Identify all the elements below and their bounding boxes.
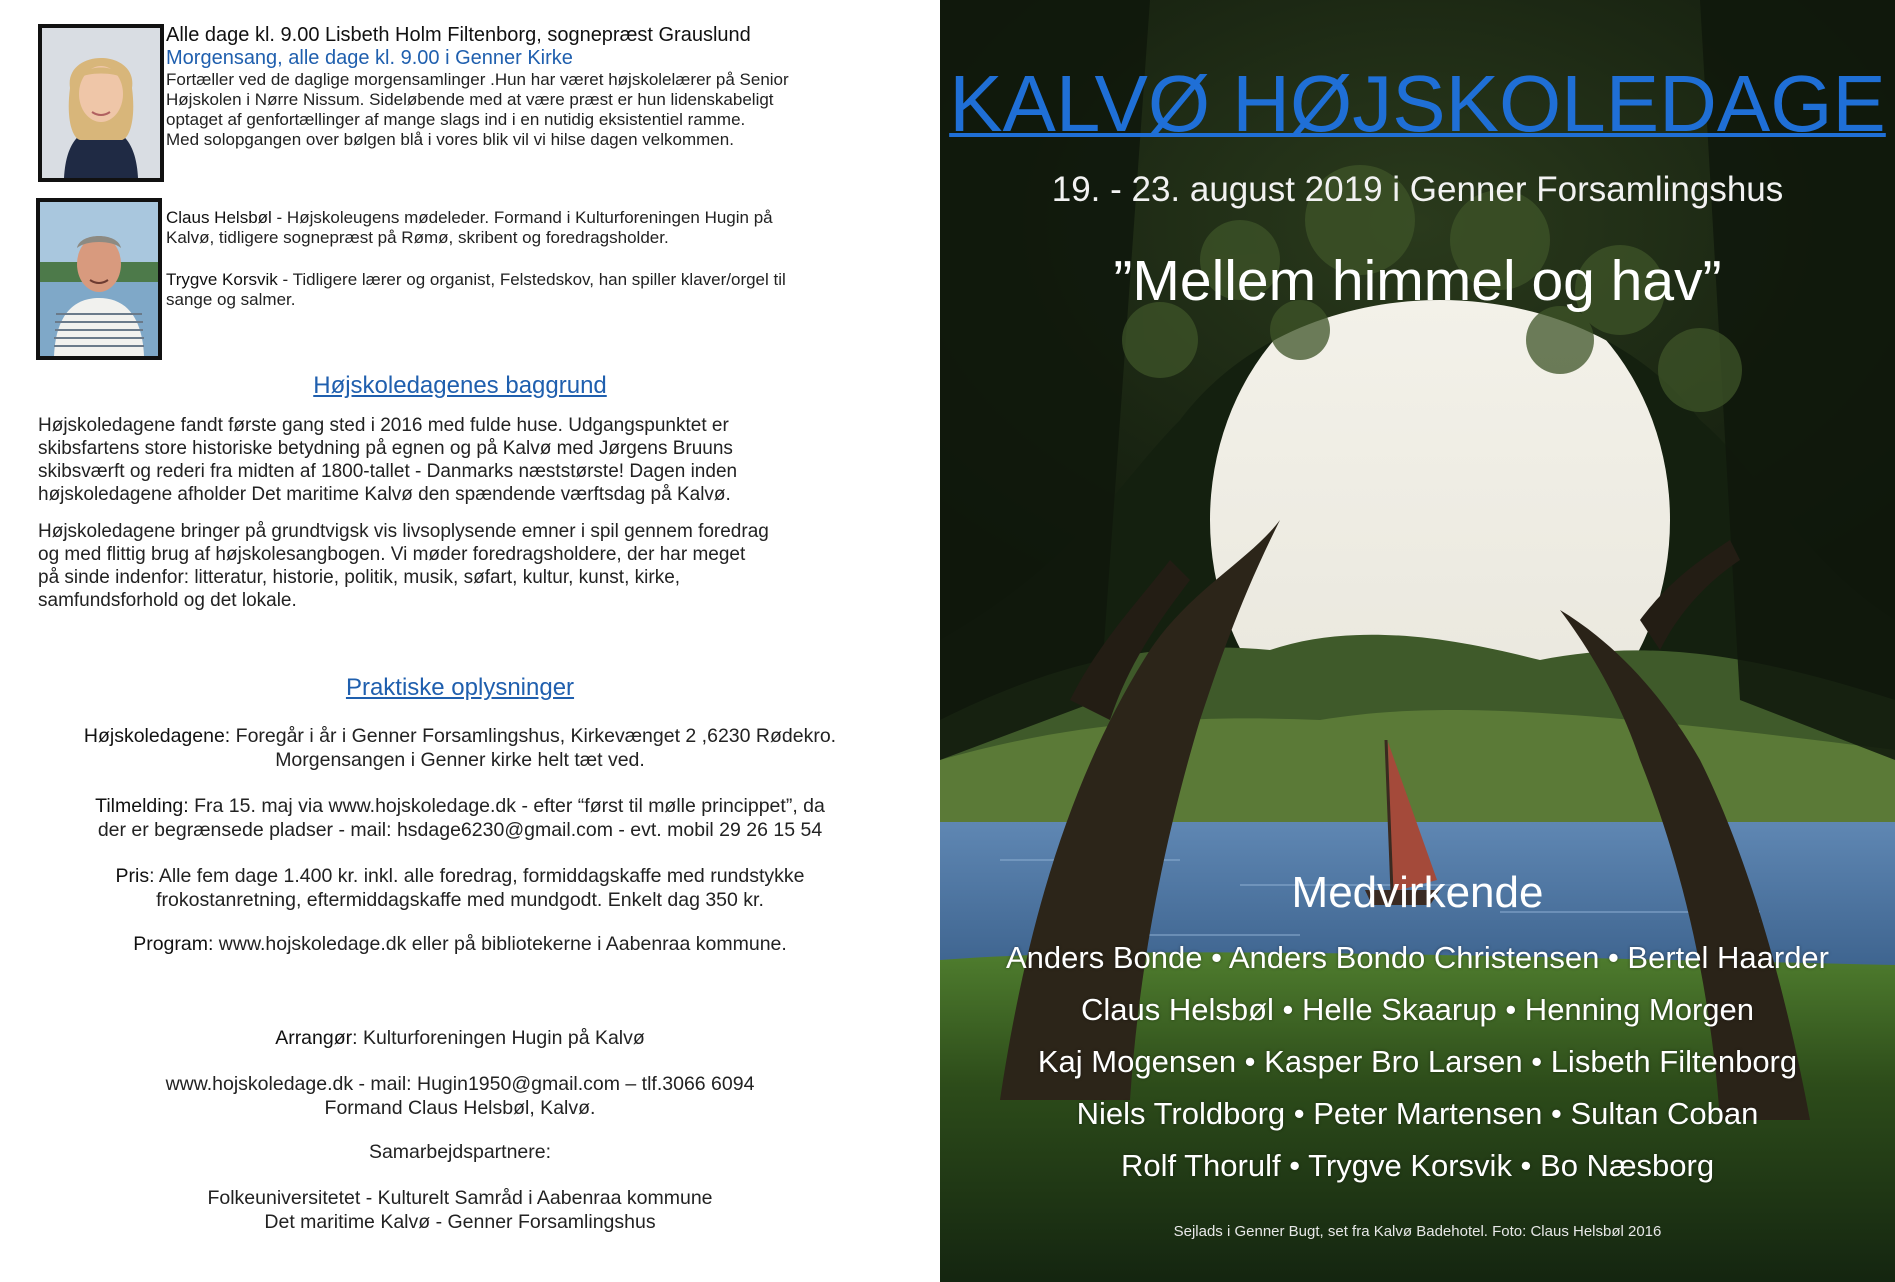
contributor-line: Anders Bonde • Anders Bondo Christensen • Bertel Haarder xyxy=(1005,940,1829,975)
partners-line-2: Det maritime Kalvø - Genner Forsamlingshus xyxy=(264,1211,656,1233)
motto: ”Mellem himmel og hav” xyxy=(1113,249,1722,313)
portrait-claus xyxy=(36,198,162,360)
person1-block xyxy=(166,24,906,150)
program-text: www.hojskoledage.dk eller på bibliotekerne i Aabenraa kommune. xyxy=(213,933,787,955)
arranger-label: Arrangør xyxy=(275,1027,353,1049)
hojskoledagene-text: Foregår i år i Genner Forsamlingshus, Kirkevænget 2 ,6230 Rødekro. xyxy=(230,725,837,747)
pris-label: Pris xyxy=(115,865,150,887)
info-tilmelding xyxy=(0,794,920,842)
practical-title: Praktiske oplysninger xyxy=(345,674,575,701)
contributor-line: Claus Helsbøl • Helle Skaarup • Henning Morgen xyxy=(1080,992,1755,1027)
partners-title: Samarbejdspartnere: xyxy=(368,1141,552,1163)
contact-line-2: Formand Claus Helsbøl, Kalvø. xyxy=(324,1097,596,1119)
bg-line: højskoledagene afholder Det maritime Kalvø den spændende værftsdag på Kalvø. xyxy=(38,484,731,505)
person1-heading: Alle dage kl. 9.00 Lisbeth Holm Filtenborg, sognepræst Grauslund xyxy=(166,24,751,46)
bg-line: og med flittig brug af højskolesangbogen. Vi møder foredragsholdere, der har meget xyxy=(38,544,746,565)
contributor-line: Rolf Thorulf • Trygve Korsvik • Bo Næsborg xyxy=(1120,1148,1715,1183)
tilmelding-text: Fra 15. maj via www.hojskoledage.dk - efter “først til mølle princippet”, da xyxy=(188,795,825,817)
contributor-line: Kaj Mogensen • Kasper Bro Larsen • Lisbeth Filtenborg xyxy=(1037,1044,1798,1079)
program-label: Program: xyxy=(133,933,214,955)
bg-line: skibsfartens store historiske betydning på egnen og på Kalvø med Jørgens Bruuns xyxy=(38,438,733,459)
background-text xyxy=(38,414,908,626)
contributors-title: Medvirkende xyxy=(1291,868,1544,917)
person2-text: - Højskoleugens mødeleder. Formand i Kulturforeningen Hugin på xyxy=(271,208,773,227)
pris-text-2: frokostanretning, eftermiddagskaffe med mundgodt. Enkelt dag 350 kr. xyxy=(156,889,764,911)
right-page xyxy=(940,0,1895,1282)
info-hojskoledagene xyxy=(0,724,920,772)
partners-line: Folkeuniversitetet - Kulturelt Samråd i Aabenraa kommune xyxy=(207,1187,713,1209)
person3-text: - Tidligere lærer og organist, Felstedskov, han spiller klaver/orgel til xyxy=(277,270,786,289)
photo-caption: Sejlads i Genner Bugt, set fra Kalvø Badehotel. Foto: Claus Helsbøl 2016 xyxy=(1173,1223,1662,1240)
info-contact xyxy=(0,1072,920,1120)
info-pris xyxy=(0,864,920,912)
person1-subheading: Morgensang, alle dage kl. 9.00 i Genner Kirke xyxy=(166,47,573,69)
person1-line: Højskolen i Nørre Nissum. Sideløbende med at være præst er hun lidenskabeligt xyxy=(166,90,774,109)
person2-name: Claus Helsbøl xyxy=(166,208,272,227)
bg-line: skibsværft og rederi fra midten af 1800-tallet - Danmarks næststørste! Dagen inden xyxy=(38,461,738,482)
tilmelding-label: Tilmelding: xyxy=(95,795,189,817)
portrait-lisbeth xyxy=(38,24,164,182)
person3-name: Trygve Korsvik xyxy=(166,270,278,289)
main-title: KALVØ HØJSKOLEDAGE xyxy=(949,59,1886,148)
tilmelding-text-2: der er begrænsede pladser - mail: hsdage6230@gmail.com - evt. mobil 29 26 15 54 xyxy=(97,819,823,841)
arranger-text: : Kulturforeningen Hugin på Kalvø xyxy=(352,1027,645,1049)
bg-line: Højskoledagene fandt første gang sted i 2016 med fulde huse. Udgangspunktet er xyxy=(38,415,729,436)
person1-line: optaget af genfortællinger af mange slags ind i en nutidig eksistentiel ramme. xyxy=(166,110,746,129)
person1-line: Fortæller ved de daglige morgensamlinger .Hun har været højskolelærer på Senior xyxy=(166,70,789,89)
person2-text-2: Kalvø, tidligere sognepræst på Rømø, skribent og foredragsholder. xyxy=(166,228,669,247)
contact-line: www.hojskoledage.dk - mail: Hugin1950@gmail.com – tlf.3066 6094 xyxy=(165,1073,755,1095)
bg-line: på sinde indenfor: litteratur, historie, politik, musik, søfart, kultur, kunst, kirke, xyxy=(38,567,681,588)
background-title: Højskoledagenes baggrund xyxy=(313,372,607,399)
bg-line: samfundsforhold og det lokale. xyxy=(38,590,297,611)
person2-block xyxy=(166,208,906,248)
info-program xyxy=(0,932,920,956)
left-page xyxy=(0,0,940,1282)
bg-line: Højskoledagene bringer på grundtvigsk vis livsoplysende emner i spil gennem foredrag xyxy=(38,521,769,542)
date-line: 19. - 23. august 2019 i Genner Forsamlingshus xyxy=(1051,170,1784,209)
info-partners xyxy=(0,1186,920,1234)
hojskoledagene-text-2: Morgensangen i Genner kirke helt tæt ved. xyxy=(275,749,645,771)
person3-block xyxy=(166,270,906,310)
pris-text: : Alle fem dage 1.400 kr. inkl. alle foredrag, formiddagskaffe med rundstykke xyxy=(149,865,805,887)
contributor-line: Niels Troldborg • Peter Martensen • Sultan Coban xyxy=(1076,1096,1759,1131)
info-arranger xyxy=(0,1026,920,1050)
hojskoledagene-label: Højskoledagene: xyxy=(83,725,231,747)
person1-line: Med solopgangen over bølgen blå i vores blik vil vi hilse dagen velkommen. xyxy=(166,130,734,149)
person3-text-2: sange og salmer. xyxy=(166,290,296,309)
